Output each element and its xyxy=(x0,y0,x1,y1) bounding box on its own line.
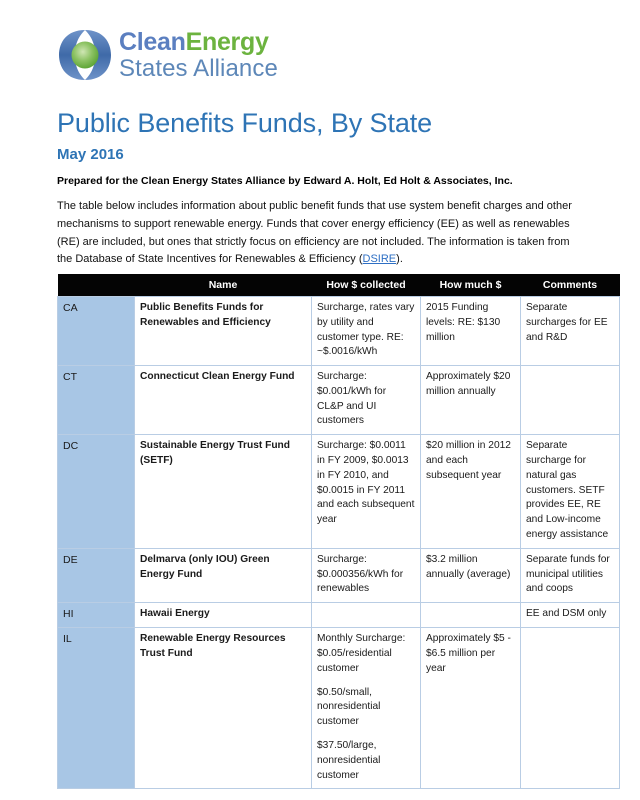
comments-cell-para: Separate surcharge for natural gas customers. SETF provides EE, RE and Low-income energy assistance xyxy=(526,440,609,540)
table-row xyxy=(58,435,620,548)
table-header xyxy=(58,274,620,297)
how-much-cell xyxy=(421,366,521,435)
comments-cell-para: Separate surcharges for EE and R&D xyxy=(526,302,608,343)
how-much-cell xyxy=(421,548,521,602)
how-collected-cell-para: $0.50/small, nonresidential customer xyxy=(317,686,381,728)
how-collected-cell xyxy=(312,548,421,602)
how-collected-cell-para: Surcharge, rates vary by utility and customer type. RE: ~$.0016/kWh xyxy=(317,302,415,358)
page-title: Public Benefits Funds, By State xyxy=(57,108,433,138)
comments-cell xyxy=(521,366,620,435)
public-benefits-funds-table xyxy=(57,274,620,789)
prepared-by-line: Prepared for the Clean Energy States Alliance by Edward A. Holt, Ed Holt & Associates, Inc. xyxy=(57,175,513,187)
how-much-cell-para: $20 million in 2012 and each subsequent year xyxy=(426,440,511,481)
table-row xyxy=(58,366,620,435)
state-abbreviation-cell: CA xyxy=(58,297,135,366)
comments-cell xyxy=(521,548,620,602)
comments-cell xyxy=(521,603,620,628)
intro-text-first: The table below includes information about public benefit funds that use system benefit charges and other mechanisms to support renewable energy. Funds that cover energy efficiency (EE) as well as renewables (RE) are included, but ones that strictly focus on efficiency are not included. The information is taken from the Database of State Incentives for Renewables & Efficiency ( xyxy=(57,200,572,266)
fund-name-cell: Renewable Energy Resources Trust Fund xyxy=(135,628,312,789)
how-collected-cell-para: Surcharge: $0.001/kWh for CL&P and UI customers xyxy=(317,371,387,427)
column-header-comments: Comments xyxy=(521,274,620,297)
table-body xyxy=(58,297,620,789)
comments-cell xyxy=(521,628,620,789)
fund-name-cell: Sustainable Energy Trust Fund (SETF) xyxy=(135,435,312,548)
funds-table-container xyxy=(57,274,610,789)
how-collected-cell xyxy=(312,435,421,548)
how-collected-cell xyxy=(312,366,421,435)
column-header-how-much: How much $ xyxy=(421,274,521,297)
column-header-name: Name xyxy=(135,274,312,297)
state-abbreviation-cell: CT xyxy=(58,366,135,435)
logo-word-energy: Energy xyxy=(185,27,269,56)
how-much-cell xyxy=(421,603,521,628)
comments-cell-para: EE and DSM only xyxy=(526,608,607,620)
fund-name-cell: Public Benefits Funds for Renewables and Efficiency xyxy=(135,297,312,366)
how-much-cell xyxy=(421,435,521,548)
organization-logo xyxy=(57,24,278,86)
table-header-row xyxy=(58,274,620,297)
how-much-cell-para: Approximately $5 - $6.5 million per year xyxy=(426,633,511,674)
table-row xyxy=(58,297,620,366)
logo-line-two: States Alliance xyxy=(119,54,278,82)
circular-lens-icon xyxy=(57,27,113,83)
comments-cell xyxy=(521,435,620,548)
table-row xyxy=(58,628,620,789)
how-much-cell xyxy=(421,297,521,366)
how-collected-cell-para: Surcharge: $0.000356/kWh for renewables xyxy=(317,553,404,595)
how-much-cell xyxy=(421,628,521,789)
logo-word-clean: Clean xyxy=(119,27,186,56)
fund-name-cell: Connecticut Clean Energy Fund xyxy=(135,366,312,435)
comments-cell xyxy=(521,297,620,366)
comments-cell-para: Separate funds for municipal utilities and coops xyxy=(526,553,610,595)
how-collected-cell xyxy=(312,603,421,628)
logo-wordmark xyxy=(119,27,278,82)
fund-name-cell: Delmarva (only IOU) Green Energy Fund xyxy=(135,548,312,602)
state-abbreviation-cell: DE xyxy=(58,548,135,602)
intro-text-last: ). xyxy=(396,253,403,266)
fund-name-cell: Hawaii Energy xyxy=(135,603,312,628)
how-collected-cell-para: $37.50/large, nonresidential customer xyxy=(317,739,381,781)
table-row xyxy=(58,548,620,602)
logo-line-one xyxy=(119,27,278,56)
how-collected-cell xyxy=(312,297,421,366)
state-abbreviation-cell: HI xyxy=(58,603,135,628)
how-much-cell-para: $3.2 million annually (average) xyxy=(426,553,511,580)
column-header-state xyxy=(58,274,135,297)
how-collected-cell-para: Monthly Surcharge: $0.05/residential customer xyxy=(317,633,406,674)
state-abbreviation-cell: IL xyxy=(58,628,135,789)
page-date: May 2016 xyxy=(57,146,124,163)
how-collected-cell-para: Surcharge: $0.0011 in FY 2009, $0.0013 in FY 2010, and $0.0015 in FY 2011 and each subsequent year xyxy=(317,440,415,526)
how-much-cell-para: 2015 Funding levels: RE: $130 million xyxy=(426,302,501,343)
column-header-how-collected: How $ collected xyxy=(312,274,421,297)
how-much-cell-para: Approximately $20 million annually xyxy=(426,371,511,397)
table-row xyxy=(58,603,620,628)
state-abbreviation-cell: DC xyxy=(58,435,135,548)
how-collected-cell xyxy=(312,628,421,789)
dsire-link[interactable]: DSIRE xyxy=(362,253,397,266)
intro-paragraph xyxy=(57,198,579,269)
